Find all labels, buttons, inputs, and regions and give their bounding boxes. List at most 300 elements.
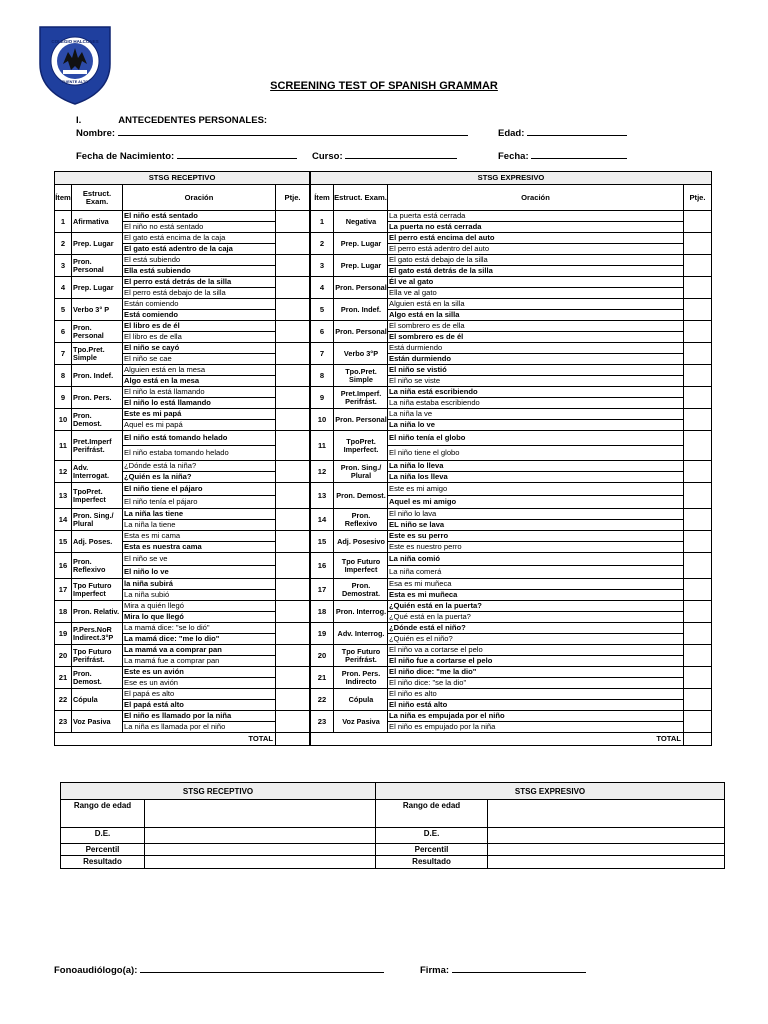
sentence-a: La niña comió	[388, 553, 684, 566]
sentence-a: El niño dice: "me la dio"	[388, 667, 684, 678]
item-number: 10	[311, 409, 334, 431]
item-structure: Pron. Demost.	[72, 409, 123, 431]
item-number: 19	[55, 623, 72, 645]
table-row	[311, 365, 712, 376]
document-title: SCREENING TEST OF SPANISH GRAMMAR	[270, 80, 498, 92]
table-row	[55, 461, 310, 472]
item-number: 15	[311, 531, 334, 553]
receptivo-table	[54, 171, 310, 746]
sentence-a: Mira a quién llegó	[123, 601, 276, 612]
table-row	[55, 233, 310, 244]
score-cell[interactable]	[684, 211, 712, 233]
sentence-b: Esta es nuestra cama	[123, 542, 276, 553]
item-structure: Pron. Reflexivo	[72, 553, 123, 579]
item-structure: Pron. Pers. Indirecto	[334, 667, 388, 689]
score-cell[interactable]	[276, 711, 310, 733]
item-number: 7	[55, 343, 72, 365]
table-row	[311, 509, 712, 520]
score-cell[interactable]	[276, 277, 310, 299]
sentence-b: EL niño se lava	[388, 520, 684, 531]
expresivo-table	[310, 171, 712, 746]
sentence-b: El niño se viste	[388, 376, 684, 387]
fecha-input-line[interactable]	[531, 150, 627, 159]
item-structure: Prep. Lugar	[334, 255, 388, 277]
item-number: 7	[311, 343, 334, 365]
table-row	[311, 601, 712, 612]
sentence-b: El niño tiene el globo	[388, 446, 684, 461]
total-label: TOTAL	[123, 733, 276, 746]
sentence-a: El niño lo lava	[388, 509, 684, 520]
item-number: 5	[311, 299, 334, 321]
sentence-b: El papá está alto	[123, 700, 276, 711]
item-number: 17	[311, 579, 334, 601]
sentence-b: Algo está en la silla	[388, 310, 684, 321]
sentence-a: Este es un avión	[123, 667, 276, 678]
table-row	[311, 409, 712, 420]
fecha-label: Fecha:	[498, 151, 529, 162]
score-cell[interactable]	[684, 321, 712, 343]
firma-label: Firma:	[420, 965, 450, 976]
sentence-a: El niño está tomando helado	[123, 431, 276, 446]
summary-value-cell[interactable]	[488, 828, 725, 844]
sentence-a: El niño la está llamando	[123, 387, 276, 398]
fecha-field[interactable]	[498, 150, 627, 162]
item-number: 8	[55, 365, 72, 387]
sentence-b: El perro está adentro del auto	[388, 244, 684, 255]
item-structure: Pron. Pers.	[72, 387, 123, 409]
item-number: 3	[311, 255, 334, 277]
item-structure: Prep. Lugar	[72, 233, 123, 255]
item-structure: Voz Pasiva	[72, 711, 123, 733]
item-structure: Pron. Personal	[72, 321, 123, 343]
sentence-b: El gato está adentro de la caja	[123, 244, 276, 255]
table-row	[311, 623, 712, 634]
total-row	[55, 733, 310, 746]
sentence-b: El niño lo ve	[123, 566, 276, 579]
sentence-a: ¿Dónde está el niño?	[388, 623, 684, 634]
score-cell[interactable]	[684, 387, 712, 409]
sentence-a: La mamá va a comprar pan	[123, 645, 276, 656]
table-row	[311, 255, 712, 266]
sentence-b: Está comiendo	[123, 310, 276, 321]
summary-value-cell[interactable]	[488, 800, 725, 828]
item-structure: Cópula	[72, 689, 123, 711]
score-cell[interactable]	[684, 299, 712, 321]
score-cell[interactable]	[276, 211, 310, 233]
item-structure: Tpo Futuro Perifrást.	[72, 645, 123, 667]
sentence-a: El niño tenía el globo	[388, 431, 684, 446]
total-blank	[311, 733, 388, 746]
sentence-a: El niño tiene el pájaro	[123, 483, 276, 496]
sentence-a: la niña subirá	[123, 579, 276, 590]
table-row	[55, 553, 310, 566]
table-row	[55, 211, 310, 222]
expresivo-title: STSG EXPRESIVO	[311, 172, 712, 185]
sentence-a: Este es su perro	[388, 531, 684, 542]
table-row	[55, 483, 310, 496]
fecha-nacimiento-input-line[interactable]	[177, 150, 297, 159]
item-structure: Prep. Lugar	[72, 277, 123, 299]
item-number: 6	[55, 321, 72, 343]
item-number: 20	[311, 645, 334, 667]
summary-expresivo-title: STSG EXPRESIVO	[376, 783, 725, 800]
sentence-b: El niño dice: "se la dio"	[388, 678, 684, 689]
score-cell[interactable]	[684, 461, 712, 483]
item-structure: Pron. Indef.	[72, 365, 123, 387]
sentence-b: La niña estaba escribiendo	[388, 398, 684, 409]
sentence-b: Este es nuestro perro	[388, 542, 684, 553]
summary-value-cell[interactable]	[145, 800, 376, 828]
school-crest-icon	[37, 24, 113, 106]
item-number: 20	[55, 645, 72, 667]
item-structure: Negativa	[334, 211, 388, 233]
total-row	[311, 733, 712, 746]
item-number: 15	[55, 531, 72, 553]
item-structure: Voz Pasiva	[334, 711, 388, 733]
sentence-b: ¿Qué está en la puerta?	[388, 612, 684, 623]
score-cell[interactable]	[684, 343, 712, 365]
item-number: 18	[55, 601, 72, 623]
sentence-a: El sombrero es de ella	[388, 321, 684, 332]
summary-table	[60, 782, 725, 869]
sentence-b: Ella ve al gato	[388, 288, 684, 299]
sentence-a: La niña lo lleva	[388, 461, 684, 472]
table-row	[55, 365, 310, 376]
item-number: 16	[55, 553, 72, 579]
score-cell[interactable]	[276, 667, 310, 689]
fecha-nacimiento-field[interactable]	[76, 150, 297, 162]
item-number: 9	[55, 387, 72, 409]
sentence-a: El gato está debajo de la silla	[388, 255, 684, 266]
sentence-a: Esa es mi muñeca	[388, 579, 684, 590]
sentence-a: Él ve al gato	[388, 277, 684, 288]
item-number: 6	[311, 321, 334, 343]
table-row	[311, 431, 712, 446]
item-structure: Pron. Reflexivo	[334, 509, 388, 531]
score-cell[interactable]	[276, 255, 310, 277]
item-structure: TpoPret. Imperfect.	[334, 431, 388, 461]
sentence-b: El niño estaba tomando helado	[123, 446, 276, 461]
item-number: 2	[311, 233, 334, 255]
item-structure: Tpo.Pret. Simple	[334, 365, 388, 387]
sentence-b: Mira lo que llegó	[123, 612, 276, 623]
item-structure: Pron. Sing./ Plural	[334, 461, 388, 483]
sentence-b: ¿Quién es el niño?	[388, 634, 684, 645]
score-cell[interactable]	[276, 299, 310, 321]
score-cell[interactable]	[684, 623, 712, 645]
item-structure: Pret.Imperf Perifrást.	[72, 431, 123, 461]
score-cell[interactable]	[276, 461, 310, 483]
section-heading	[76, 115, 267, 126]
item-number: 21	[311, 667, 334, 689]
sentence-a: Este es mi amigo	[388, 483, 684, 496]
score-cell[interactable]	[684, 601, 712, 623]
summary-value-cell[interactable]	[488, 856, 725, 869]
sentence-a: Está durmiendo	[388, 343, 684, 354]
sentence-b: La niña subió	[123, 590, 276, 601]
score-cell[interactable]	[684, 365, 712, 387]
sentence-b: El niño está alto	[388, 700, 684, 711]
sentence-a: ¿Dónde está la niña?	[123, 461, 276, 472]
score-cell[interactable]	[276, 409, 310, 431]
item-number: 8	[311, 365, 334, 387]
total-score-cell[interactable]	[276, 733, 310, 746]
col-ptje: Ptje.	[684, 185, 712, 211]
table-row	[311, 387, 712, 398]
item-number: 21	[55, 667, 72, 689]
score-cell[interactable]	[684, 711, 712, 733]
sentence-b: El niño se cae	[123, 354, 276, 365]
item-structure: Cópula	[334, 689, 388, 711]
table-row	[311, 689, 712, 700]
score-cell[interactable]	[684, 531, 712, 553]
table-row	[55, 601, 310, 612]
table-row	[55, 387, 310, 398]
item-structure: Pron. Demost.	[334, 483, 388, 509]
summary-label: Rango de edad	[376, 800, 488, 828]
firma-field[interactable]	[420, 964, 586, 976]
summary-label: D.E.	[61, 828, 145, 844]
section-number: I.	[76, 115, 82, 126]
item-structure: Tpo.Pret. Simple	[72, 343, 123, 365]
item-structure: TpoPret. Imperfect	[72, 483, 123, 509]
item-structure: Tpo Futuro Imperfect	[72, 579, 123, 601]
sentence-a: El perro está detrás de la silla	[123, 277, 276, 288]
sentence-b: La niña los lleva	[388, 472, 684, 483]
sentence-b: La puerta no está cerrada	[388, 222, 684, 233]
score-cell[interactable]	[276, 623, 310, 645]
summary-label: Percentil	[61, 844, 145, 856]
fecha-nacimiento-label: Fecha de Nacimiento:	[76, 151, 175, 162]
table-row	[55, 711, 310, 722]
score-cell[interactable]	[276, 321, 310, 343]
sentence-a: Este es mi papá	[123, 409, 276, 420]
item-number: 3	[55, 255, 72, 277]
sentence-a: El niño se vistió	[388, 365, 684, 376]
sentence-a: Alguien está en la silla	[388, 299, 684, 310]
item-number: 2	[55, 233, 72, 255]
score-cell[interactable]	[684, 645, 712, 667]
score-cell[interactable]	[276, 601, 310, 623]
sentence-b: El niño es empujado por la niña	[388, 722, 684, 733]
summary-label: Resultado	[376, 856, 488, 869]
item-structure: Pron. Interrog.	[334, 601, 388, 623]
item-number: 18	[311, 601, 334, 623]
score-cell[interactable]	[276, 553, 310, 579]
table-row	[311, 461, 712, 472]
sentence-b: La mamá dice: "me lo dio"	[123, 634, 276, 645]
sentence-a: El perro está encima del auto	[388, 233, 684, 244]
total-label: TOTAL	[388, 733, 684, 746]
item-number: 12	[55, 461, 72, 483]
score-cell[interactable]	[276, 233, 310, 255]
item-number: 4	[311, 277, 334, 299]
table-row	[311, 483, 712, 496]
col-item: Ítem	[311, 185, 334, 211]
table-row	[55, 509, 310, 520]
section-label: ANTECEDENTES PERSONALES:	[118, 115, 268, 126]
table-row	[311, 299, 712, 310]
sentence-b: Ella está subiendo	[123, 266, 276, 277]
sentence-a: La niña la ve	[388, 409, 684, 420]
summary-value-cell[interactable]	[145, 828, 376, 844]
fonoaudiologo-field[interactable]	[54, 964, 384, 976]
table-row	[311, 531, 712, 542]
table-row	[311, 553, 712, 566]
score-cell[interactable]	[276, 645, 310, 667]
score-cell[interactable]	[684, 431, 712, 461]
edad-field[interactable]	[498, 127, 627, 139]
sentence-a: Alguien está en la mesa	[123, 365, 276, 376]
table-row	[55, 431, 310, 446]
item-structure: Afirmativa	[72, 211, 123, 233]
item-number: 17	[55, 579, 72, 601]
sentence-a: El papá es alto	[123, 689, 276, 700]
item-number: 19	[311, 623, 334, 645]
table-row	[55, 531, 310, 542]
nombre-input-line[interactable]	[118, 127, 468, 136]
sentence-a: El niño se cayó	[123, 343, 276, 354]
edad-input-line[interactable]	[527, 127, 627, 136]
summary-label: Resultado	[61, 856, 145, 869]
col-oracion: Oración	[123, 185, 276, 211]
sentence-a: Están comiendo	[123, 299, 276, 310]
table-row	[55, 409, 310, 420]
score-cell[interactable]	[276, 483, 310, 509]
logo-name: COLEGIO HALCONES	[51, 39, 99, 44]
item-number: 1	[55, 211, 72, 233]
sentence-b: El niño lo está llamando	[123, 398, 276, 409]
table-row	[55, 579, 310, 590]
item-structure: Pron. Personal	[72, 255, 123, 277]
score-cell[interactable]	[684, 255, 712, 277]
score-cell[interactable]	[276, 531, 310, 553]
item-structure: Adj. Poses.	[72, 531, 123, 553]
nombre-field[interactable]	[76, 127, 468, 139]
table-row	[55, 623, 310, 634]
table-row	[311, 211, 712, 222]
table-row	[55, 321, 310, 332]
item-number: 1	[311, 211, 334, 233]
item-number: 23	[311, 711, 334, 733]
item-structure: Pron. Relativ.	[72, 601, 123, 623]
table-row	[55, 255, 310, 266]
score-cell[interactable]	[684, 579, 712, 601]
summary-value-cell[interactable]	[145, 844, 376, 856]
item-structure: Adv. Interrogat.	[72, 461, 123, 483]
fonoaudiologo-input-line[interactable]	[140, 964, 384, 973]
score-cell[interactable]	[684, 409, 712, 431]
sentence-b: La niña es llamada por el niño	[123, 722, 276, 733]
table-row	[311, 579, 712, 590]
sentence-b: Esta es mi muñeca	[388, 590, 684, 601]
score-cell[interactable]	[684, 553, 712, 579]
firma-input-line[interactable]	[452, 964, 586, 973]
item-structure: Pron. Personal	[334, 409, 388, 431]
table-row	[311, 645, 712, 656]
score-cell[interactable]	[684, 483, 712, 509]
item-structure: Adj. Posesivo	[334, 531, 388, 553]
table-row	[311, 667, 712, 678]
table-row	[55, 277, 310, 288]
curso-input-line[interactable]	[345, 150, 457, 159]
nombre-label: Nombre:	[76, 128, 116, 139]
score-cell[interactable]	[276, 387, 310, 409]
score-cell[interactable]	[276, 365, 310, 387]
summary-label: Rango de edad	[61, 800, 145, 828]
score-cell[interactable]	[276, 689, 310, 711]
curso-field[interactable]	[312, 150, 457, 162]
item-structure: Verbo 3° P	[72, 299, 123, 321]
sentence-a: El niño va a cortarse el pelo	[388, 645, 684, 656]
score-cell[interactable]	[276, 343, 310, 365]
item-structure: Pret.Imperf. Perifrást.	[334, 387, 388, 409]
sentence-a: El niño es alto	[388, 689, 684, 700]
item-number: 5	[55, 299, 72, 321]
sentence-a: El está subiendo	[123, 255, 276, 266]
col-estruct: Estruct. Exam.	[334, 185, 388, 211]
sentence-a: La niña es empujada por el niño	[388, 711, 684, 722]
score-cell[interactable]	[684, 667, 712, 689]
score-cell[interactable]	[276, 431, 310, 461]
curso-label: Curso:	[312, 151, 343, 162]
table-row	[311, 233, 712, 244]
item-structure: Adv. Interrog.	[334, 623, 388, 645]
total-score-cell[interactable]	[684, 733, 712, 746]
sentence-b: Están durmiendo	[388, 354, 684, 365]
table-row	[311, 343, 712, 354]
item-number: 11	[311, 431, 334, 461]
item-number: 10	[55, 409, 72, 431]
sentence-b: El gato está detrás de la silla	[388, 266, 684, 277]
score-cell[interactable]	[684, 233, 712, 255]
item-number: 22	[55, 689, 72, 711]
summary-value-cell[interactable]	[488, 844, 725, 856]
col-ptje: Ptje.	[276, 185, 310, 211]
item-structure: Verbo 3°P	[334, 343, 388, 365]
item-number: 4	[55, 277, 72, 299]
summary-label: D.E.	[376, 828, 488, 844]
item-structure: P.Pers.NoR Indirect.3°P	[72, 623, 123, 645]
table-row	[55, 667, 310, 678]
table-row	[55, 689, 310, 700]
item-number: 22	[311, 689, 334, 711]
score-cell[interactable]	[276, 579, 310, 601]
total-blank	[55, 733, 123, 746]
score-cell[interactable]	[684, 509, 712, 531]
sentence-a: La niña las tiene	[123, 509, 276, 520]
summary-value-cell[interactable]	[145, 856, 376, 869]
sentence-b: La niña la tiene	[123, 520, 276, 531]
score-cell[interactable]	[684, 689, 712, 711]
col-item: Ítem	[55, 185, 72, 211]
sentence-b: El libro es de ella	[123, 332, 276, 343]
fonoaudiologo-label: Fonoaudiólogo(a):	[54, 965, 138, 976]
sentence-a: La niña está escribiendo	[388, 387, 684, 398]
sentence-a: La puerta está cerrada	[388, 211, 684, 222]
col-estruct: Estruct. Exam.	[72, 185, 123, 211]
table-row	[311, 711, 712, 722]
sentence-b: El niño fue a cortarse el pelo	[388, 656, 684, 667]
score-cell[interactable]	[276, 509, 310, 531]
sentence-b: La niña comerá	[388, 566, 684, 579]
sentence-a: La mamá dice: "se lo dió"	[123, 623, 276, 634]
score-cell[interactable]	[684, 277, 712, 299]
sentence-b: El sombrero es de él	[388, 332, 684, 343]
sentence-a: El gato está encima de la caja	[123, 233, 276, 244]
item-structure: Pron. Demostrat.	[334, 579, 388, 601]
sentence-b: La niña lo ve	[388, 420, 684, 431]
